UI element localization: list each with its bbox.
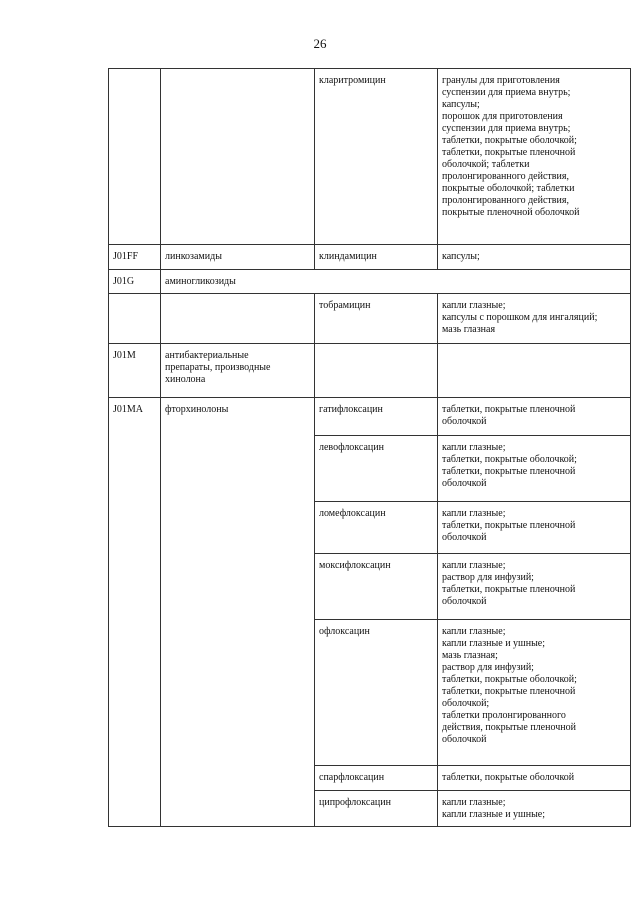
dosage-form-cell: гранулы для приготовления суспензии для приема внутрь; капсулы; порошок для приготовления суспензии для приема внутрь; таблетки, покрытые оболочкой; таблетки, покрытые пленочной оболочкой; таблетки пролонгированного действия, покрытые оболочкой; таблетки пролонгированного действия, покрытые пленочной оболочкой <box>438 69 631 245</box>
atc-code-cell: J01M <box>109 344 161 398</box>
group-cell <box>161 69 315 245</box>
table-row <box>109 245 631 270</box>
drug-name-cell: кларитромицин <box>315 69 438 245</box>
dosage-form-cell: капли глазные; капли глазные и ушные; мазь глазная; раствор для инфузий; таблетки, покрытые оболочкой; таблетки, покрытые пленочной оболочкой; таблетки пролонгированного действия, покрытые пленочной оболочкой <box>438 620 631 766</box>
table-row <box>109 398 631 436</box>
drug-name-cell: левофлоксацин <box>315 436 438 502</box>
drug-name-cell: ломефлоксацин <box>315 502 438 554</box>
atc-code-cell: J01G <box>109 270 161 294</box>
drug-name-cell: моксифлоксацин <box>315 554 438 620</box>
table-row <box>109 344 631 398</box>
drug-name-cell: гатифлоксацин <box>315 398 438 436</box>
dosage-form-cell: капли глазные; таблетки, покрытые пленочной оболочкой <box>438 502 631 554</box>
atc-code-cell: J01MA <box>109 398 161 827</box>
dosage-form-cell: таблетки, покрытые пленочной оболочкой <box>438 398 631 436</box>
table-row <box>109 69 631 245</box>
drug-name-cell <box>315 344 438 398</box>
drug-name-cell: ципрофлоксацин <box>315 791 438 827</box>
table-row <box>109 270 631 294</box>
group-cell: линкозамиды <box>161 245 315 270</box>
drug-table <box>108 68 631 827</box>
drug-name-cell: тобрамицин <box>315 294 438 344</box>
dosage-form-cell: капли глазные; капли глазные и ушные; <box>438 791 631 827</box>
group-cell: фторхинолоны <box>161 398 315 827</box>
drug-name-cell: офлоксацин <box>315 620 438 766</box>
drug-name-cell: клиндамицин <box>315 245 438 270</box>
dosage-form-cell: капли глазные; раствор для инфузий; таблетки, покрытые пленочной оболочкой <box>438 554 631 620</box>
group-cell: аминогликозиды <box>161 270 631 294</box>
table-row <box>109 294 631 344</box>
dosage-form-cell: капли глазные; капсулы с порошком для ингаляций; мазь глазная <box>438 294 631 344</box>
dosage-form-cell <box>438 344 631 398</box>
dosage-form-cell: таблетки, покрытые оболочкой <box>438 766 631 791</box>
atc-code-cell <box>109 294 161 344</box>
atc-code-cell: J01FF <box>109 245 161 270</box>
drug-name-cell: спарфлоксацин <box>315 766 438 791</box>
dosage-form-cell: капсулы; <box>438 245 631 270</box>
page-number: 26 <box>313 36 327 51</box>
dosage-form-cell: капли глазные; таблетки, покрытые оболочкой; таблетки, покрытые пленочной оболочкой <box>438 436 631 502</box>
group-cell <box>161 294 315 344</box>
group-cell: антибактериальные препараты, производные хинолона <box>161 344 315 398</box>
atc-code-cell <box>109 69 161 245</box>
